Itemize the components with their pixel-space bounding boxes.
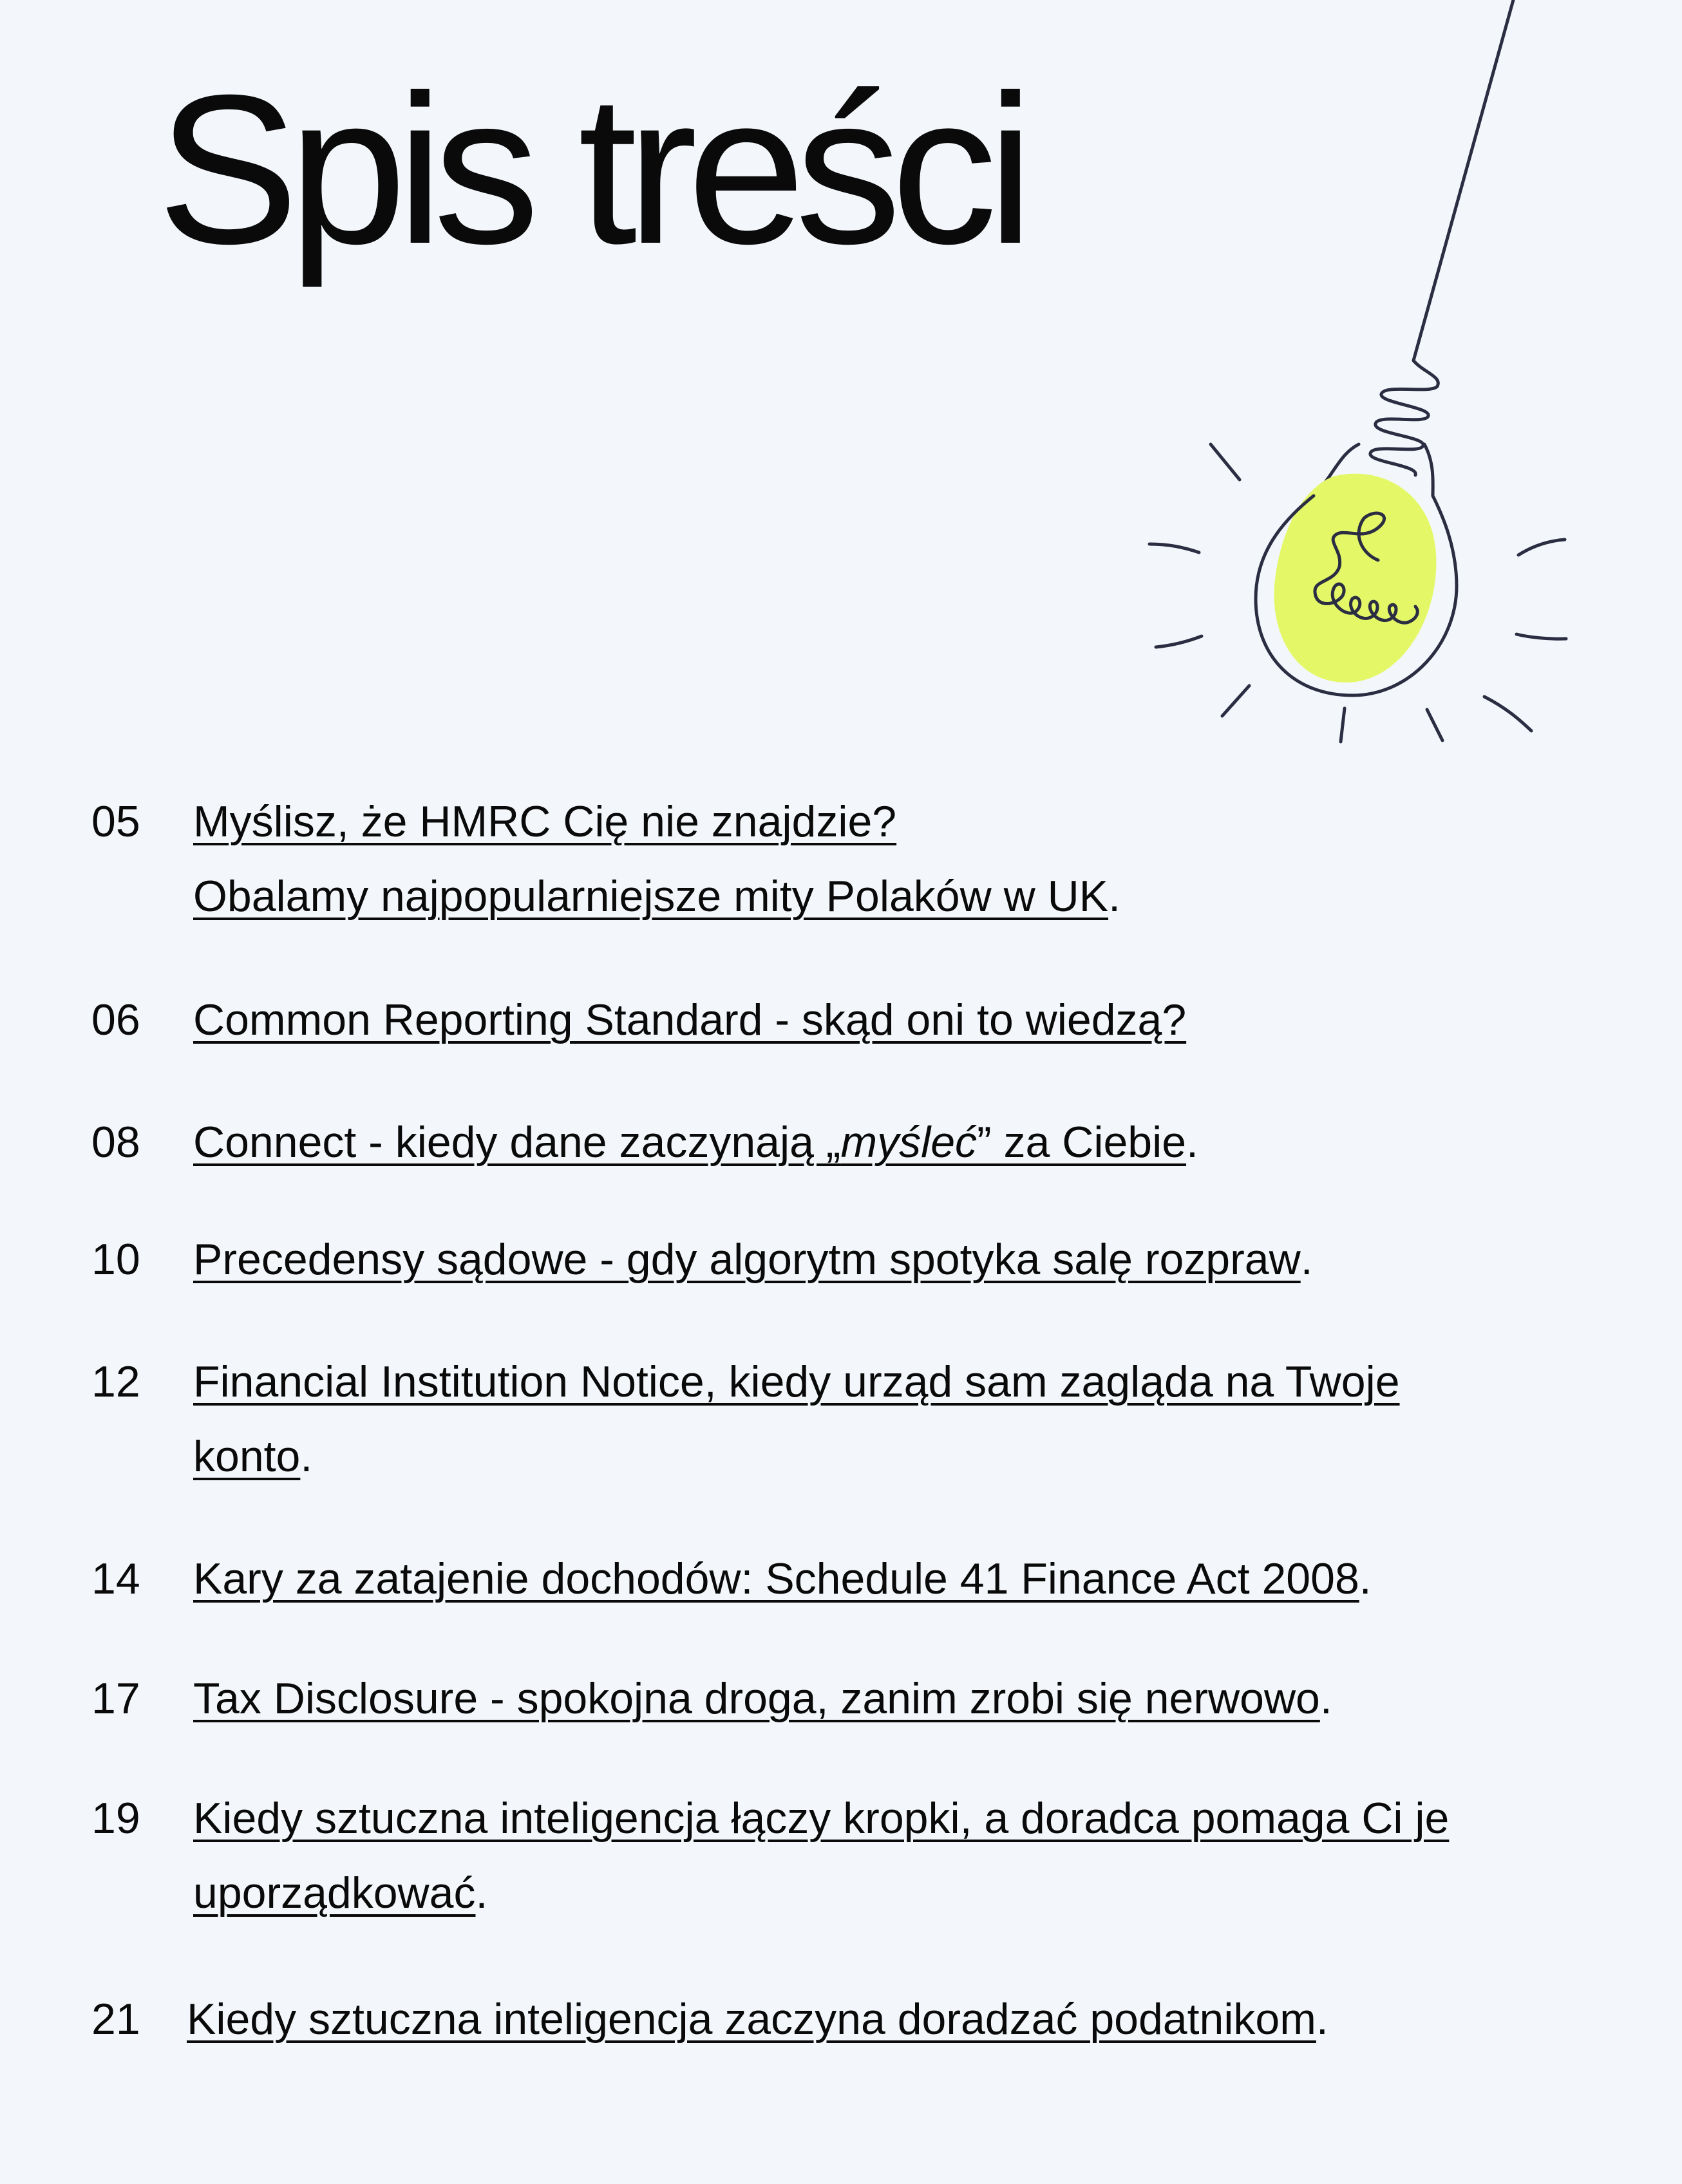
toc-page-number: 06 [91,995,140,1044]
toc-suffix: . [1300,1235,1313,1284]
toc-suffix: . [1186,1118,1198,1167]
toc-suffix: . [1316,1995,1328,2044]
toc-link-text: Precedensy sądowe - gdy algorytm spotyka salę rozpraw [193,1235,1301,1284]
toc-link-text: Financial Institution Notice, kiedy urząd sam zagląda na Twoje konto [193,1357,1400,1481]
toc-link-penalties[interactable] [193,1541,1545,1616]
toc-link-text-line-1: Myślisz, że HMRC Cię nie znajdzie? [193,797,897,846]
toc-link-ai-advisor[interactable] [193,1781,1520,1930]
toc-page-number: 21 [91,1995,140,2044]
toc-link-tax-disclosure[interactable] [193,1661,1545,1736]
toc-page-number: 10 [91,1235,140,1284]
toc-suffix: . [1359,1554,1372,1603]
toc-page-number: 08 [91,1118,140,1167]
toc-link-text: Kiedy sztuczna inteligencja zaczyna doradzać podatnikom [187,1995,1316,2044]
toc-page-number: 05 [91,797,140,846]
toc-suffix: . [475,1869,488,1917]
toc-link-precedents[interactable] [193,1222,1545,1297]
toc-link-text: Common Reporting Standard - skąd oni to wiedzą? [193,995,1187,1044]
lightbulb-icon [1133,0,1584,811]
toc-page-number: 19 [91,1794,140,1843]
toc-page-number: 17 [91,1674,140,1723]
toc-link-fin[interactable] [193,1344,1488,1494]
toc-link-text-end: ” za Ciebie [977,1118,1187,1167]
toc-link-crs[interactable] [193,983,1545,1057]
toc-link-hmrc-myths[interactable] [193,784,1545,934]
toc-page-number: 14 [91,1554,140,1603]
toc-link-connect[interactable] [193,1105,1545,1180]
toc-link-text-line-2: Obalamy najpopularniejsze mity Polaków w UK [193,872,1109,921]
toc-page-number: 12 [91,1357,140,1406]
page-title: Spis treści [157,50,1025,288]
toc-suffix: . [1319,1674,1332,1723]
toc-link-ai-taxpayers[interactable] [187,1982,1539,2057]
toc-suffix: . [300,1432,313,1481]
toc-link-text: Tax Disclosure - spokojna droga, zanim zrobi się nerwowo [193,1674,1320,1723]
toc-link-text: Kiedy sztuczna inteligencja łączy kropki, a doradca pomaga Ci je uporządkować [193,1794,1450,1917]
toc-suffix: . [1108,872,1120,921]
toc-link-emphasis: myśleć [840,1118,978,1167]
toc-link-text: Kary za zatajenie dochodów: Schedule 41 Finance Act 2008 [193,1554,1359,1603]
toc-link-text: Connect - kiedy dane zaczynają „ [193,1118,841,1167]
